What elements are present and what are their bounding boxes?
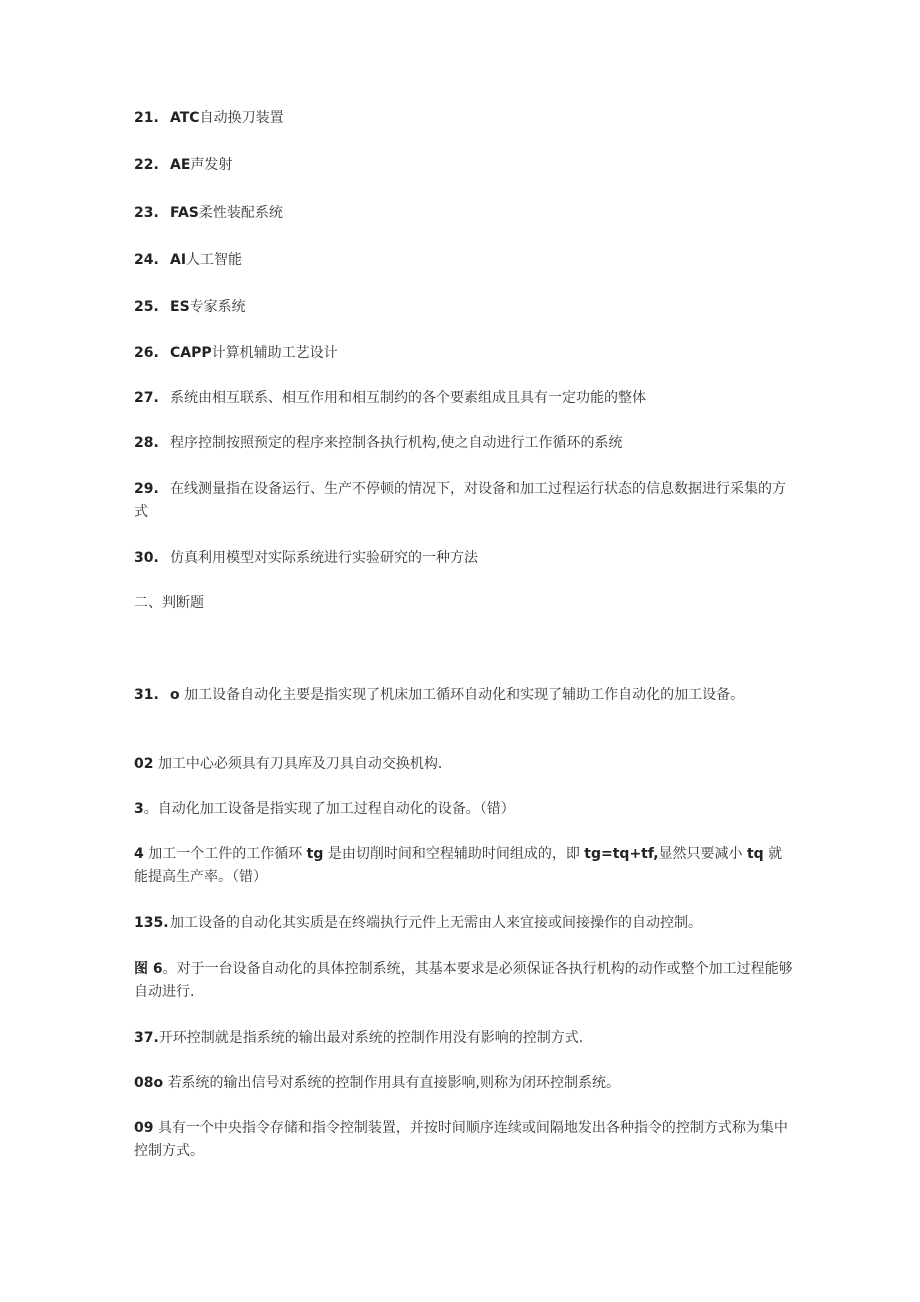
- item-text: 显然只要减小: [658, 846, 743, 862]
- item-number: 02: [134, 756, 154, 772]
- item-number: 30.: [134, 550, 159, 566]
- term-item: [134, 432, 794, 455]
- term-item: [134, 154, 794, 177]
- item-number: 27.: [134, 390, 159, 406]
- term-text: 程序控制按照预定的程序来控制各执行机构,使之自动进行工作循环的系统: [170, 435, 623, 451]
- term-text: 人工智能: [186, 252, 243, 268]
- item-text: 是由切削时间和空程辅助时间组成的，即: [327, 846, 580, 862]
- item-text: 开环控制就是指系统的输出最对系统的控制作用没有影响的控制方式.: [158, 1030, 584, 1046]
- item-text: 加工一个工件的工作循环: [148, 846, 303, 862]
- term-abbr: AI: [170, 252, 187, 268]
- term-abbr: FAS: [170, 205, 199, 221]
- item-text: 。自动化加工设备是指实现了加工过程自动化的设备。（错）: [143, 801, 515, 817]
- term-text: 声发射: [190, 157, 233, 173]
- judge-item: [134, 1027, 794, 1050]
- judge-item: [134, 912, 794, 935]
- term-item: [134, 202, 794, 225]
- item-text: 。对于一台设备自动化的具体控制系统，其基本要求是必须保证各执行机构的动作或整个加工过程能够自动进行.: [134, 961, 793, 1000]
- term-text: 仿真利用模型对实际系统进行实验研究的一种方法: [170, 550, 478, 566]
- term-item: [134, 342, 794, 365]
- term-text: 计算机辅助工艺设计: [211, 345, 338, 361]
- judge-item: [134, 1072, 794, 1095]
- item-number: 37.: [134, 1030, 159, 1046]
- item-text: 加工设备的自动化其实质是在终端执行元件上无需由人来宜接或间接操作的自动控制。: [170, 915, 702, 931]
- judge-item: [134, 958, 794, 1004]
- judge-item: [134, 1117, 794, 1163]
- term-text: 在线测量指在设备运行、生产不停顿的情况下，对设备和加工过程运行状态的信息数据进行采集的方式: [134, 481, 786, 520]
- section-title: 二、判断题: [134, 595, 204, 611]
- formula-term: tg: [306, 846, 324, 862]
- term-text: 系统由相互联系、相互作用和相互制约的各个要素组成且具有一定功能的整体: [170, 390, 646, 406]
- item-number: 31.: [134, 687, 159, 703]
- term-text: 专家系统: [189, 299, 246, 315]
- term-text: 自动换刀装置: [199, 110, 284, 126]
- term-text: 柔性装配系统: [198, 205, 283, 221]
- term-item: [134, 107, 794, 130]
- formula: tg=tq+tf,: [584, 846, 659, 862]
- item-number: 28.: [134, 435, 159, 451]
- term-item: [134, 547, 794, 570]
- item-number: 26.: [134, 345, 159, 361]
- term-item: [134, 478, 794, 524]
- item-number: 24.: [134, 252, 159, 268]
- judge-item: [134, 798, 794, 821]
- judge-item: [134, 843, 794, 889]
- judge-item: [134, 753, 794, 776]
- item-number: 3: [134, 801, 144, 817]
- term-item: [134, 249, 794, 272]
- item-number: 21.: [134, 110, 159, 126]
- item-number: 图 6: [134, 961, 163, 977]
- judge-item: [134, 684, 794, 707]
- term-item: [134, 296, 794, 319]
- term-abbr: CAPP: [170, 345, 212, 361]
- item-number: 08o: [134, 1075, 164, 1091]
- item-number: 23.: [134, 205, 159, 221]
- item-text: 若系统的输出信号对系统的控制作用具有直接影响,则称为闭环控制系统。: [167, 1075, 621, 1091]
- formula-term: tq: [746, 846, 764, 862]
- term-abbr: AE: [170, 157, 191, 173]
- item-number: 4: [134, 846, 144, 862]
- item-mark: o: [170, 687, 180, 703]
- term-abbr: ATC: [170, 110, 200, 126]
- item-number: 25.: [134, 299, 159, 315]
- item-text: 加工中心必须具有刀具库及刀具自动交换机构.: [157, 756, 443, 772]
- term-item: [134, 387, 794, 410]
- item-text: 就能提高生产率。（错）: [134, 846, 783, 885]
- item-number: 135.: [134, 915, 169, 931]
- term-abbr: ES: [170, 299, 190, 315]
- item-number: 22.: [134, 157, 159, 173]
- item-number: 09: [134, 1120, 154, 1136]
- item-text: 加工设备自动化主要是指实现了机床加工循环自动化和实现了辅助工作自动化的加工设备。: [184, 687, 745, 703]
- item-number: 29.: [134, 481, 159, 497]
- item-text: 具有一个中央指令存储和指令控制装置，并按时间顺序连续或间隔地发出各种指令的控制方式称为集中控制方式。: [134, 1120, 788, 1159]
